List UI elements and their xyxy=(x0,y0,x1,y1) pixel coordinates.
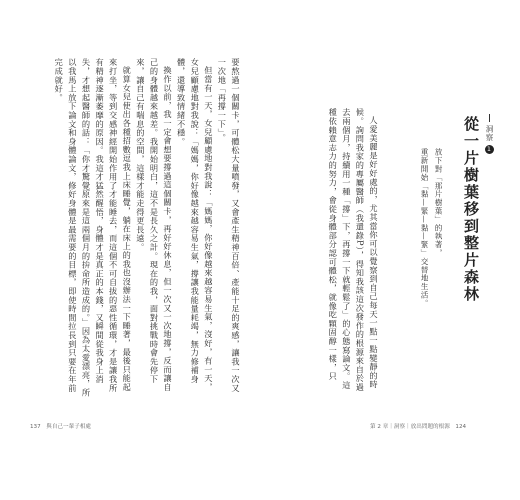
right-page-body xyxy=(296,108,380,398)
chapter-label xyxy=(484,114,495,154)
chapter-number-badge: 1 xyxy=(486,145,493,153)
chapter-label-rule xyxy=(489,114,490,122)
left-paragraph-4: 就算女兒使出各種招數逗我上床睡覺，躺在床上的我也沒辦法一下睡著，最後只能起來打坐，等到交感神經開始作用了才能睡去，而這個不可自拔的惡性循環，才是讓我所有精神逐漸萎靡的原因。我這才猛然醒悟，身體才是真正的本錢，又瞬間從我身上消失，才想起醫師的話：「你才驚覺原來是這兩個月的拚命所造成的。」因為太愛漂亮，所以我馬上放下論文和身體論文，修好身體是最需要的目標，即使時間拉長到只要在年前完成就好。 xyxy=(54,58,133,398)
subtitle-line-1: 放下對「那片樹葉」的執著， xyxy=(434,148,443,258)
right-paragraph-1: 人愛美麗是好好處的，尤其當你可以覺察到自己每天一點一點變靜的時候。詢問我家的專屬醫師（我還錄P），得知我該這次發作的根源來自於過去兩個月，持續用一種「撐」下，再撐一下就輕鬆了」的心態寫論文。這種依賴意志力的努力，會從身體部分認可體松，就像吃顆固醇一樣，只 xyxy=(328,108,379,392)
left-paragraph-2: 但當有一天，女兒顧慮地對我說：「媽媽，你好像越來越容易生氣，沒好，有一天，女兒顧慮地對我說：「媽媽，你好像越來越容易生氣，撐讓我能量耗竭，無力修補身體，還導致情緒不穩。 xyxy=(176,58,214,392)
footer-right: 第 2 章｜洞察｜放出問題的根源 124 xyxy=(370,424,467,430)
footer-left: 137 與自己一輩子相處 xyxy=(30,424,92,430)
left-paragraph-1: 要熬過一個關卡，可體松大量噴發，又會產生精神百倍、產能十足的爽感，讓我一次又一次地「再撐一下」。 xyxy=(217,58,241,393)
page-title: 從一片樹葉移到整片森林 xyxy=(462,116,480,303)
left-paragraph-3: 換作以前，我一定會想要撐過這個關卡，再好好休息，但一次又一次地撐，反而讓自己的身體越來越差。我開始明白，這不是長久之計。現在的我，面對挑戰時會先停下來，讓自己有喘息的空間，這樣才能走得更長遠。 xyxy=(135,58,174,392)
left-page-body xyxy=(54,58,242,398)
chapter-label-text: 洞察 xyxy=(485,125,494,142)
subtitle-line-2: 重新開始「黏—緊—黏—緊」交替地生活。 xyxy=(420,148,429,308)
